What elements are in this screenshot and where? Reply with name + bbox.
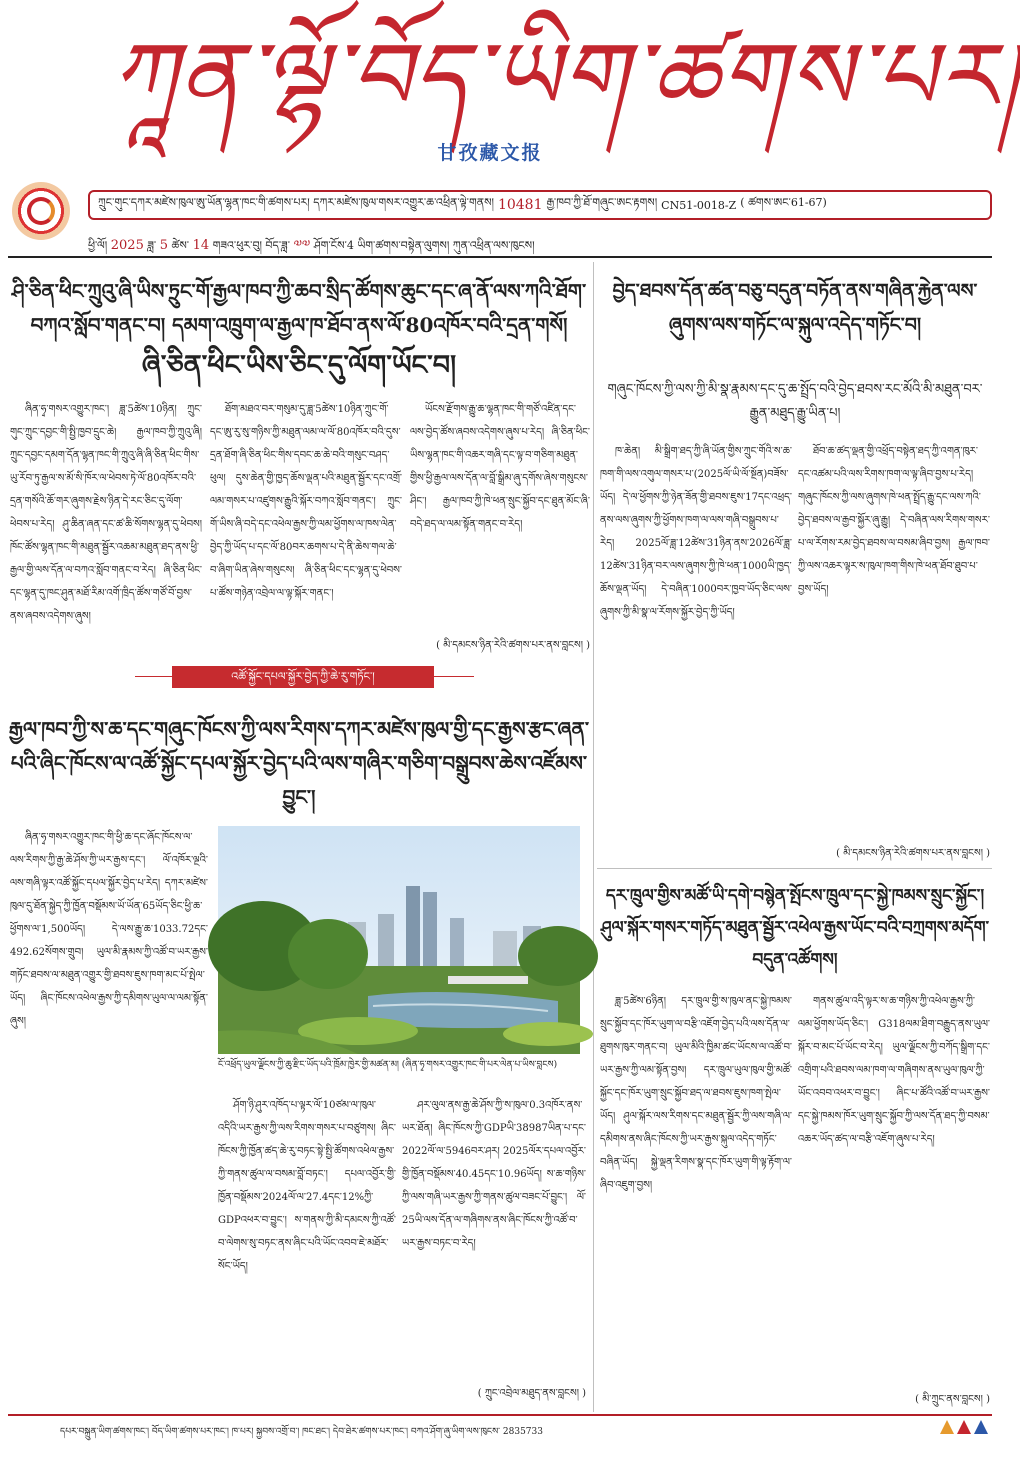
right-bottom-col1-text: ཟླ་5ཚེས་6ཉིན། དར་ཁྲུལ་གྱི་ས་ཁུལ་ནང་སྐྱེ་ཁམས་སྲུང་སྐྱོབ་དང་ཁོར་ཡུག་ལ་བརྩི་འཇོག་བྱེད་པའི་ལས་དོན་ལ་ཐུགས་ཁུར་གནང་བ། ཡུལ་མིའི་ཁྱིམ་ཚང་ཡོངས་ལ་འཚོ་བ་ཡར་རྒྱས་ཀྱི་ལམ་སྟོན་བྱས། དར་ཁྲུལ་ཡུལ་ཁུལ་གྱི་མཚོ་སྐྱོང་དང་ཁོར་ཡུག་སྲུང་སྐྱོབ་ཐད་ལ་ཐབས་ཇུས་ཁག་སྤེལ་ཡོད། ཤུལ་སྐོར་ལས་རིགས་དང་མཐུན་སྦྱོར་ཀྱི་ལས་གཞི་ལ་དམིགས་ནས་ཞིང་ཁོངས་ཀྱི་ཡར་རྒྱས་སྐུལ་འདེད་གཏོང་བཞིན་ཡོད། སྐྱེ་ལྡན་རིགས་སྣ་དང་ཁོར་ཡུག་གི་ལྟ་རྟོག་ལ་ཞིབ་འཇུག་བྱས། (600, 996, 792, 1191)
date-month-label: ཟླ་ (147, 239, 157, 252)
lead-column-1 (10, 398, 202, 656)
info-registration: རྒྱ་ཁབ་ཀྱི་ཐོ་གཞུང་ཨང་རྟགས། (546, 195, 658, 209)
feature-credit: ( ཀྲུང་འབྲེལ་མཐུད་ནས་བླངས། ) (477, 1388, 586, 1399)
city-park-photo-drawing (218, 826, 580, 1054)
lead-col1-text: ཞིན་ཧྭ་གསར་འགྱུར་ཁང་། ཟླ་5ཚེས་10ཉིན། ཀྲུང་གུང་ཀྲུང་དབྱང་གི་སྤྱི་ཁྱབ་དྲུང་ཆེ། རྒྱལ་ཁབ་ཀྱི་ཀྲུའུ་ཞི། ཀྲུང་དབྱང་དམག་དོན་ལྷན་ཁང་གི་ཀྲུའུ་ཞི་ཞི་ཅིན་ཕིང་གིས་ཡུ་རོབ་ཏུ་རྒྱལ་ས་མོ་སི་ཁོར་ལ་ཕེབས་ཏེ་ལོ་80འཁོར་བའི་དྲན་གསོའི་ཆོ་གར་ཞུགས་རྗེས་ཉིན་དེ་རང་ཅིང་དུ་ལོག་ཕེབས་པ་རེད། ཤུ་ཆིན་ཞན་དང་ཚ་ཆི་སོགས་ལྷན་དུ་ཕེབས། ཁོང་ཚོས་ལྷན་ཁང་གི་མཐུན་སྦྱོར་འཆམ་མཐུན་ཐད་ནས་ཕྱི་རྒྱལ་གྱི་ལས་དོན་ལ་བཀའ་སློབ་གནང་བ་རེད། ཞི་ཅིན་ཕིང་དང་ལྷན་དུ་ཁང་ཤུན་མཐོ་རིམ་འགོ་ཁྲིད་ཚོས་གཙོ་བོ་བྱས་ནས་ཞབས་འདེགས་ཞུས། (10, 404, 202, 622)
feature-col2-text: ཤོག་ཉི་ཤུར་འཁོད་པ་ལྟར་ལོ་10ཙམ་ལ་ཁུལ་འདིའི་ཡར་རྒྱས་ཀྱི་ལས་རིགས་གསར་པ་བཙུགས། ཞིང་ཁོངས་ཀྱི་ཁྱོན་ཚད་ཆེ་རུ་བཏང་སྟེ་སྤྱི་ཚོགས་འཕེལ་རྒྱས་ཀྱི་གནས་ཚུལ་ལ་བསམ་བློ་བཏང་། དཔལ་འབྱོར་གྱི་ཁྱོན་བསྡོམས་2024ལོ་ལ་27.4དང་12%ཀྱི་GDPའཕར་བ་བྱུང་། ས་གནས་ཀྱི་མི་དམངས་ཀྱི་འཚོ་བ་ལེགས་སུ་བཏང་ནས་ཞིང་པའི་ཡོང་འབབ་ཇེ་མཐོར་སོང་ཡོད། (218, 1100, 396, 1272)
city-park-photo (218, 826, 580, 1054)
right-bottom-column-2 (798, 990, 990, 1382)
lead-col3-text: ཡོངས་རྫོགས་རྒྱུ་ཆ་ལྷན་ཁང་གི་གཙོ་འཛིན་དང་ལས་བྱེད་ཚོས་ཞབས་འདེགས་ཞུས་པ་རེད། ཞི་ཅིན་ཕིང་ཡིས་ལྷན་ཁང་གི་འཆར་གཞི་དང་ལྟ་བ་གཅིག་མཐུན་གྱིས་ཕྱི་རྒྱལ་ལས་དོན་ལ་བློ་སྒྲིམ་ཞུ་དགོས་ཞེས་གསུངས་ཤིང་། རྒྱལ་ཁབ་ཀྱི་ཁེ་ཕན་སྲུང་སྐྱོབ་དང་ཐུན་མོང་ཞི་བདེ་ཐད་ལ་ལམ་སྟོན་གནང་བ་རེད། (410, 404, 590, 530)
right-top-col1-text: ཁ་ཆེན། མི་སྒྲིག་ཐད་ཀྱི་ཞི་ཡོན་གྱིས་ཀྲུང་གོའི་ས་ཆ་ཁག་གི་ལས་འགུལ་གསར་པ་(2025ལོ་ཡི་ལོ་སྔོན)བཟོས་ཡོད། དེ་ལ་ཕྱོགས་ཀྱི་ཉེན་ཟོན་གྱི་ཐབས་ཇུས་17དང་འཕྲད་ནས་ལས་ཞུགས་ཀྱི་ཕྱོགས་ཁག་ལ་ལས་གཞི་བསྒྲུབས་པ་རེད། 2025ལོ་ཟླ་12ཚེས་31ཉིན་ནས་2026ལོ་ཟླ་12ཚེས་31ཉིན་བར་ལས་ཞུགས་ཀྱི་ཁེ་ཕན་1000ཡི་ཁྱད་ཆོས་ལྡན་ཡོད། དེ་བཞིན་1000བར་ཁྱབ་ཡོད་ཅིང་ལས་ཞུགས་ཀྱི་མི་སྣ་ལ་རོགས་སྐྱོར་བྱེད་ཀྱི་ཡོད། (600, 446, 792, 618)
band-line-left (135, 676, 172, 677)
band-line-right (434, 676, 474, 677)
masthead-tibetan-title: ཀཱན་ལྷོ་བོད་ཡིག་ཚགས་པར། (110, 23, 1020, 132)
feature-headline: རྒྱལ་ཁབ་ཀྱི་ས་ཆ་དང་གཞུང་ཁོངས་ཀྱི་ལས་རིགས་དཀར་མཛེས་ཁུལ་གྱི་དང་རྒྱས་རྩང་ཞན་པའི་ཞིང་ཁོངས་ལ་འཚོ་སྐྱོང་དཔལ་སྐྱོར་བྱེད་པའི་ལས་གཞིར་གཅིག་བསྒྲུབས་ཆེས་འཛོམས་བྱུང་། (8, 717, 590, 809)
date-lunar-day: ༧༧ (293, 238, 311, 253)
date-line (88, 230, 988, 253)
lead-col2-text: ཐོག་མཐའ་བར་གསུམ་དུ་ཟླ་5ཚེས་10ཉིན་ཀྲུང་གོ་དང་ཨུ་རུ་སུ་གཉིས་ཀྱི་མཐུན་ལམ་ལ་ལོ་80འཁོར་བའི་དུས་དྲན་ཐོག་ཞི་ཅིན་ཕིང་གིས་དབང་ཆ་ཆེ་བའི་གསུང་བཤད་ཕུལ། དུས་ཆེན་གྱི་ཁྱད་ཆོས་ལྡན་པའི་མཐུན་སྦྱོར་དང་འགྲོ་ལམ་གསར་པ་འཛུགས་རྒྱུའི་སྐོར་བཀའ་སློབ་གནང་། ཀྲུང་གོ་ཡིས་ཞི་བདེ་དང་འཕེལ་རྒྱས་ཀྱི་ལམ་ཕྱོགས་ལ་ཁས་ལེན་བྱེད་ཀྱི་ཡོད་པ་དང་ལོ་80བར་ཆགས་པ་དེ་ནི་ཆེས་གལ་ཆེ་བ་ཞིག་ཡིན་ཞེས་གསུངས། ཞི་ཅིན་ཕིང་དང་ལྷན་དུ་ཕེབས་པ་ཚོས་གཉེན་འབྲེལ་ལ་ལྟ་སྐོར་གནང་། (210, 404, 402, 599)
right-top-column-2 (798, 440, 990, 836)
date-label: ཕྱི་ལོ། (88, 239, 108, 252)
feature-col1-text: ཞིན་ཧྭ་གསར་འགྱུར་ཁང་གི་ཕྱི་ཆ་དང་ཞོང་ཁོངས་ལ་ལས་རིགས་ཀྱི་རྒྱ་ཆེ་ཤོས་ཀྱི་ཡར་རྒྱས་དང་། ལོ་འཁོར་ལྔའི་ལས་གཞི་ལྟར་འཚོ་སྐྱོང་དཔལ་སྐྱོར་བྱེད་པ་རེད། དཀར་མཛེས་ཁུལ་དུ་ཐོན་སྐྱེད་ཀྱི་ཁྱོན་བསྡོམས་ཡོ་ཡོན་65ཡོད་ཅིང་ཕྱི་ཆ་ཕྱོགས་ལ་1,500ཡོད། དེ་ལས་རྒྱུ་ཆ་1033.72དང་492.62སོགས་གྲུབ། ཡུལ་མི་རྣམས་ཀྱི་འཚོ་བ་ཡར་རྒྱས་གཏོང་ཐབས་ལ་མཐུན་འགྱུར་གྱི་ཐབས་ཇུས་ཁག་མང་པོ་སྤེལ་ཡོད། ཞིང་ཁོངས་འཕེལ་རྒྱས་ཀྱི་དམིགས་ཡུལ་ལ་ལམ་སྟོན་ཞུས། (10, 832, 208, 1027)
right-bottom-headline: དར་ཁྲུལ་གྱིས་མཚོ་ཡི་དགེ་བསྙེན་སྤོངས་ཁྲུལ་དང་སྐྱེ་ཁམས་སྲུང་སྐྱོང་། ཤུལ་སྐོར་གསར་གཏོད་མཐུན་སྦྱོར་འཕེལ་རྒྱས་ཡོང་བའི་བཀྲགས་མདོག་བདུན་འཚོགས། (600, 886, 990, 970)
lead-column-2 (210, 398, 402, 656)
date-day: 14 (192, 238, 210, 253)
column-divider (593, 262, 594, 1412)
date-day-label: ཚེས་ (171, 239, 190, 252)
masthead-chinese-title: 甘孜藏文报 (437, 142, 543, 164)
date-year: 2025 (110, 238, 144, 253)
right-top-col2-text: ཐོབ་ཆ་ཚད་ལྡན་གྱི་འཕྲོད་བསྟེན་ཐད་ཀྱི་འགན་ཁུར་དང་འཚམ་པའི་ལས་རིགས་ཁག་ལ་ལྟ་ཞིབ་བྱས་པ་རེད། གཞུང་ཁོངས་ཀྱི་ལས་ཞུགས་ཁེ་ཕན་སྤྲོད་རྒྱུ་དང་ལས་ཀའི་བྱེད་ཐབས་ལ་རྒྱབ་སྐྱོར་ཞུ་རྒྱུ། དེ་བཞིན་ལས་རིགས་གསར་པ་ལ་རོགས་རམ་བྱེད་ཐབས་ལ་བསམ་ཞིབ་བྱས། རྒྱལ་ཁབ་ཀྱི་ལས་འཆར་ལྟར་ས་ཁུལ་ཁག་གིས་ཁེ་ཕན་ཐོབ་ཐུབ་པ་བྱས་ཡོད། (798, 446, 990, 595)
masthead-divider (8, 256, 992, 258)
postal-code: ( ཚགས་ཨང་61-67) (740, 195, 827, 209)
lead-headline: ཞི་ཅིན་ཕིང་ཡིས་ཅིང་དུ་ལོག་ཡོང་བ། (141, 350, 457, 381)
info-publisher: ཀྲུང་གུང་དཀར་མཛེས་ཁུལ་ཨུ་ཡོན་ལྷན་ཁང་གི་ཚགས་པར། དཀར་མཛེས་ཁུལ་གསར་འགྱུར་ཆ་འཕྲིན་ལྟེ་གནས། (98, 195, 494, 209)
feature-column-3 (402, 1094, 586, 1378)
right-top-credit: ( མི་དམངས་ཉིན་རེའི་ཚགས་པར་ནས་བླངས། ) (836, 848, 990, 859)
lead-column-3 (410, 398, 590, 630)
emblem-blue-icon (974, 1420, 988, 1434)
footer-divider (8, 1414, 992, 1416)
right-bottom-col2-text: གནས་ཚུལ་འདི་ལྟར་ས་ཆ་གཉིས་ཀྱི་འཕེལ་རྒྱས་ཀྱི་ལམ་ཕྱོགས་ཡོད་ཅིང་། G318ལམ་ཐིག་བརྒྱུད་ནས་ཡུལ་སྐོར་བ་མང་པོ་ཡོང་བ་རེད། ཡུལ་ལྗོངས་ཀྱི་བཀོད་སྒྲིག་དང་འགྲིག་པའི་ཐབས་ལམ་ཁག་ལ་གཞིགས་ནས་ཡུལ་ཁུལ་ཀྱི་ཡོང་འབབ་འཕར་བ་བྱུང་། ཞིང་པ་ཚོའི་འཚོ་བ་ཡར་རྒྱས་དང་སྐྱེ་ཁམས་ཁོར་ཡུག་སྲུང་སྐྱོབ་ཀྱི་ལས་དོན་ཐད་ཀྱི་བསམ་འཆར་ཡོད་ཚད་ལ་བརྩི་འཇོག་ཞུས་པ་རེད། (798, 996, 990, 1145)
cn-number: CN51-0018-Z (661, 198, 737, 212)
date-rest: ཤོག་ངོས་4 ཡིག་ཚགས་བསྟེན་ལུགས། ཀུན་འཕྲིན་ལས་ཁུངས། (313, 239, 535, 252)
emblem-red-icon (957, 1420, 971, 1434)
masthead (110, 8, 1020, 173)
feature-column-2 (218, 1094, 396, 1396)
right-top-headline: བྱེད་ཐབས་དོན་ཚན་བཅུ་བདུན་བཏོན་ནས་གཞིན་རྐྱེན་ལས་ཞུགས་ལས་གཏོང་ལ་སྐུལ་འདེད་གཏོང་བ། (612, 280, 978, 336)
emblem-orange-icon (940, 1420, 954, 1434)
right-bottom-credit: ( མི་ཀྲུང་ནས་བླངས། ) (915, 1394, 990, 1405)
issue-number: 10481 (497, 197, 543, 213)
feature-col3-text: ཤར་ལུལ་ནས་རྒྱ་ཆེ་ཤོས་ཀྱི་ས་ཁུལ་0.3འཁོར་ནས་ཡར་ཐོན། ཞིང་ཁོངས་ཀྱི་GDPཡི་38987ཡིན་པ་དང་2022ལོ་ལ་5946བར་ཤར། 2025ལོར་དཔལ་འབྱོར་གྱི་ཁྱོན་བསྡོམས་40.45དང་10.96ཡོད། ས་ཆ་གཉིས་ཀྱི་ལས་གཞི་ཡར་རྒྱས་ཀྱི་གནས་ཚུལ་བཟང་པོ་བྱུང་། ལོ་25ཡི་ལས་དོན་ལ་གཞིགས་ནས་ཞིང་ཁོངས་ཀྱི་འཚོ་བ་ཡར་རྒྱས་བཏང་བ་རེད། (402, 1100, 586, 1249)
newspaper-logo-icon (12, 182, 70, 240)
right-top-subhead: གཞུང་ཁོངས་ཀྱི་ལས་ཀྱི་མི་སྣ་རྣམས་དང་དུ་ཆ་སྤྲོད་བའི་བྱེད་ཐབས་རང་མོའི་མི་མཐུན་བར་རྒྱུན་མཐུད་རྒྱུ་ཡིན་པ། (607, 382, 983, 421)
lead-credit: ( མི་དམངས་ཉིན་རེའི་ཚགས་པར་ནས་བླངས། ) (436, 640, 590, 651)
right-bottom-column-1 (600, 990, 792, 1406)
lead-kicker: ཤི་ཅིན་ཕིང་ཀྲུའུ་ཞི་ཡིས་ཏྲུང་གོ་རྒྱལ་ཁབ་ཀྱི་ཆབ་སྲིད་ཚོགས་ཆུང་དང་ཞ་ནོ་ལས་ཀའི་ཐོག་བཀའ་སློབ་གནང་བ། དམག་འཁྲུག་ལ་རྒྱལ་ཁ་ཐོབ་ནས་ལོ་80འཁོར་བའི་དྲན་གསོ། (11, 279, 587, 337)
photo-caption: ངོ་འཕྲོད་ཡུལ་ལྗོངས་ཀྱི་ཆུ་རྫིང་ཡོད་པའི་ཁྲོམ་ཁྱེར་གྱི་མཚན་མ། (ཞིན་ཧྭ་གསར་འགྱུར་ཁང་གི་པར་ལེན་པ་ཡིས་བླངས) (218, 1060, 558, 1070)
feature-column-1 (10, 826, 208, 1396)
footer-emblems (940, 1420, 995, 1438)
footer-text: དཔར་བསྐྲུན་ཡིག་ཚགས་ཁང་། བོད་ཡིག་ཚགས་པར་ཁང་། ཁ་པར། སྐྱབས་འགྲོ་བ་། ཁང་ཐང་། དེབ་ཐེར་ཚགས་པར་ཁང་། བཀའ་ཤོག་ཞུ་ཡིག་ལས་ཁུངས་ 2835733 (60, 1427, 543, 1437)
date-weekday: གཟའ་ཕུར་བུ། བོད་ཟླ་ (212, 239, 291, 252)
section-band: འཚོ་སྐྱོང་དཔལ་སྐྱོར་བྱེད་ཀྱི་ཆེ་རུ་གཏོང་། (172, 666, 434, 688)
info-bar (88, 190, 992, 220)
right-top-column-1 (600, 440, 792, 858)
date-month: 5 (159, 238, 169, 253)
